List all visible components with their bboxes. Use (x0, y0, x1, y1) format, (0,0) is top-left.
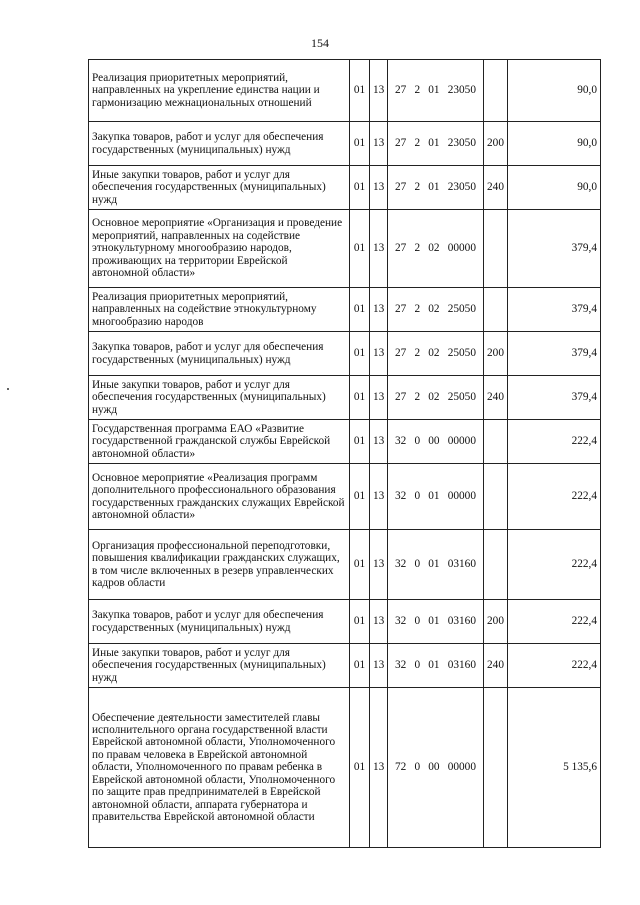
program-code: 32 (395, 435, 407, 448)
item-name-cell: Организация профессиональной переподготовки, повышения квалификации гражданских служащих, в том числе включенных в резерв управленческих кадров области (89, 530, 350, 600)
table-row (89, 600, 601, 644)
subsection-cell: 13 (370, 530, 388, 600)
direction-code: 00000 (447, 435, 476, 448)
program-code: 32 (395, 490, 407, 503)
expense-type-cell: 200 (484, 332, 508, 376)
target-article-cell (388, 332, 484, 376)
table-row (89, 332, 601, 376)
expense-type-cell: 200 (484, 122, 508, 166)
subprogram-code: 2 (414, 391, 421, 404)
subprogram-code: 2 (414, 242, 421, 255)
subsection-cell: 13 (370, 166, 388, 210)
item-name-cell: Иные закупки товаров, работ и услуг для обеспечения государственных (муниципальных) нужд (89, 166, 350, 210)
direction-code: 25050 (447, 391, 476, 404)
event-code: 01 (428, 137, 440, 150)
subprogram-code: 0 (414, 761, 421, 774)
target-article-cell (388, 688, 484, 848)
budget-table-body (89, 60, 601, 848)
expense-type-cell (484, 688, 508, 848)
direction-code: 00000 (447, 761, 476, 774)
item-name-cell: Реализация приоритетных мероприятий, направленных на содействие этнокультурному многообразию народов (89, 288, 350, 332)
subprogram-code: 0 (414, 659, 421, 672)
subsection-cell: 13 (370, 376, 388, 420)
direction-code: 03160 (447, 558, 476, 571)
expense-type-cell: 200 (484, 600, 508, 644)
expense-type-cell: 240 (484, 376, 508, 420)
subsection-cell: 13 (370, 60, 388, 122)
expense-type-cell (484, 464, 508, 530)
item-name-cell: Закупка товаров, работ и услуг для обеспечения государственных (муниципальных) нужд (89, 122, 350, 166)
section-cell: 01 (350, 420, 370, 464)
table-row (89, 60, 601, 122)
subsection-cell: 13 (370, 600, 388, 644)
subprogram-code: 0 (414, 558, 421, 571)
section-cell: 01 (350, 288, 370, 332)
amount-cell: 222,4 (508, 600, 601, 644)
direction-code: 23050 (447, 84, 476, 97)
program-code: 32 (395, 659, 407, 672)
table-row (89, 464, 601, 530)
target-article-cell (388, 376, 484, 420)
program-code: 27 (395, 347, 407, 360)
section-cell: 01 (350, 332, 370, 376)
target-article-cell (388, 122, 484, 166)
event-code: 01 (428, 490, 440, 503)
program-code: 27 (395, 303, 407, 316)
program-code: 72 (395, 761, 407, 774)
subsection-cell: 13 (370, 122, 388, 166)
amount-cell: 379,4 (508, 376, 601, 420)
item-name-cell: Иные закупки товаров, работ и услуг для обеспечения государственных (муниципальных) нужд (89, 376, 350, 420)
subsection-cell: 13 (370, 288, 388, 332)
expense-type-cell (484, 210, 508, 288)
section-cell: 01 (350, 122, 370, 166)
direction-code: 25050 (447, 303, 476, 316)
item-name-cell: Основное мероприятие «Реализация программ дополнительного профессионального образования государственных гражданских служащих Еврейской автономной области» (89, 464, 350, 530)
section-cell: 01 (350, 644, 370, 688)
direction-code: 03160 (447, 615, 476, 628)
direction-code: 23050 (447, 181, 476, 194)
subprogram-code: 0 (414, 490, 421, 503)
target-article-cell (388, 288, 484, 332)
program-code: 27 (395, 137, 407, 150)
item-name-cell: Закупка товаров, работ и услуг для обеспечения государственных (муниципальных) нужд (89, 332, 350, 376)
subprogram-code: 0 (414, 435, 421, 448)
section-cell: 01 (350, 376, 370, 420)
program-code: 27 (395, 391, 407, 404)
item-name-cell: Обеспечение деятельности заместителей главы исполнительного органа государственной власти Еврейской автономной области, Уполномоченного по правам человека в Еврейской автономной области, Уполномоченного по правам ребенка в Еврейской автономной области, Уполномоченного по защите прав предпринимателей в Еврейской автономной области, аппарата губернатора и правительства Еврейской автономной области (89, 688, 350, 848)
event-code: 00 (428, 761, 440, 774)
section-cell: 01 (350, 166, 370, 210)
event-code: 02 (428, 303, 440, 316)
table-row (89, 376, 601, 420)
table-row (89, 122, 601, 166)
event-code: 01 (428, 84, 440, 97)
program-code: 27 (395, 242, 407, 255)
expense-type-cell: 240 (484, 166, 508, 210)
target-article-cell (388, 530, 484, 600)
subsection-cell: 13 (370, 688, 388, 848)
amount-cell: 90,0 (508, 60, 601, 122)
table-row (89, 420, 601, 464)
subprogram-code: 2 (414, 84, 421, 97)
scan-speck (7, 388, 9, 390)
program-code: 27 (395, 84, 407, 97)
table-row (89, 688, 601, 848)
amount-cell: 90,0 (508, 122, 601, 166)
event-code: 01 (428, 558, 440, 571)
target-article-cell (388, 600, 484, 644)
amount-cell: 222,4 (508, 464, 601, 530)
table-row (89, 288, 601, 332)
section-cell: 01 (350, 530, 370, 600)
direction-code: 25050 (447, 347, 476, 360)
event-code: 02 (428, 347, 440, 360)
target-article-cell (388, 464, 484, 530)
section-cell: 01 (350, 464, 370, 530)
subprogram-code: 2 (414, 347, 421, 360)
event-code: 02 (428, 391, 440, 404)
target-article-cell (388, 166, 484, 210)
amount-cell: 222,4 (508, 530, 601, 600)
amount-cell: 222,4 (508, 644, 601, 688)
table-row (89, 644, 601, 688)
target-article-cell (388, 420, 484, 464)
item-name-cell: Основное мероприятие «Организация и проведение мероприятий, направленных на содействие этнокультурному многообразию народов, проживающих на территории Еврейской автономной области» (89, 210, 350, 288)
section-cell: 01 (350, 688, 370, 848)
table-row (89, 166, 601, 210)
program-code: 32 (395, 615, 407, 628)
event-code: 01 (428, 181, 440, 194)
target-article-cell (388, 60, 484, 122)
direction-code: 00000 (447, 490, 476, 503)
subprogram-code: 2 (414, 303, 421, 316)
expense-type-cell (484, 530, 508, 600)
direction-code: 23050 (447, 137, 476, 150)
expense-type-cell (484, 420, 508, 464)
expense-type-cell: 240 (484, 644, 508, 688)
amount-cell: 379,4 (508, 210, 601, 288)
expense-type-cell (484, 60, 508, 122)
section-cell: 01 (350, 210, 370, 288)
subsection-cell: 13 (370, 210, 388, 288)
amount-cell: 379,4 (508, 332, 601, 376)
target-article-cell (388, 644, 484, 688)
amount-cell: 90,0 (508, 166, 601, 210)
event-code: 01 (428, 659, 440, 672)
page-number: 154 (311, 36, 329, 50)
program-code: 27 (395, 181, 407, 194)
amount-cell: 222,4 (508, 420, 601, 464)
item-name-cell: Государственная программа ЕАО «Развитие государственной гражданской службы Еврейской автономной области» (89, 420, 350, 464)
subprogram-code: 2 (414, 137, 421, 150)
amount-cell: 5 135,6 (508, 688, 601, 848)
subsection-cell: 13 (370, 464, 388, 530)
section-cell: 01 (350, 60, 370, 122)
subsection-cell: 13 (370, 644, 388, 688)
table-row (89, 530, 601, 600)
item-name-cell: Иные закупки товаров, работ и услуг для обеспечения государственных (муниципальных) нужд (89, 644, 350, 688)
subsection-cell: 13 (370, 420, 388, 464)
table-row (89, 210, 601, 288)
section-cell: 01 (350, 600, 370, 644)
item-name-cell: Реализация приоритетных мероприятий, направленных на укрепление единства нации и гармонизацию межнациональных отношений (89, 60, 350, 122)
budget-table (88, 59, 601, 848)
amount-cell: 379,4 (508, 288, 601, 332)
direction-code: 03160 (447, 659, 476, 672)
item-name-cell: Закупка товаров, работ и услуг для обеспечения государственных (муниципальных) нужд (89, 600, 350, 644)
subprogram-code: 0 (414, 615, 421, 628)
program-code: 32 (395, 558, 407, 571)
event-code: 00 (428, 435, 440, 448)
target-article-cell (388, 210, 484, 288)
subsection-cell: 13 (370, 332, 388, 376)
event-code: 02 (428, 242, 440, 255)
direction-code: 00000 (447, 242, 476, 255)
expense-type-cell (484, 288, 508, 332)
event-code: 01 (428, 615, 440, 628)
subprogram-code: 2 (414, 181, 421, 194)
